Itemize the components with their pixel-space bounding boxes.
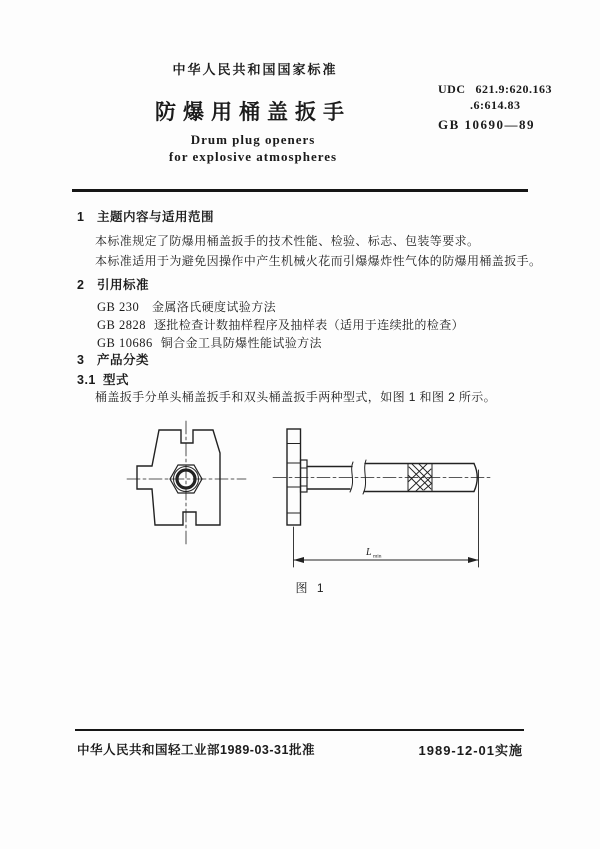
reference-item: [97, 334, 322, 351]
section-3-1-title: 型式: [103, 373, 130, 387]
udc-code-line1: 621.9:620.163: [475, 82, 552, 96]
reference-title: 金属洛氏硬度试验方法: [152, 300, 277, 314]
udc-prefix: UDC: [438, 82, 466, 96]
section-3-1-heading: [77, 370, 129, 388]
national-standard-label: 中华人民共和国国家标准: [172, 62, 338, 77]
approval-statement: 中华人民共和国轻工业部1989-03-31批准: [77, 743, 315, 757]
reference-code: GB 230: [97, 300, 140, 314]
reference-item: [97, 316, 464, 333]
section-2-number: 2: [77, 278, 85, 292]
section-1-paragraph-2: 本标准适用于为避免因操作中产生机械火花而引爆爆炸性气体的防爆用桶盖扳手。: [95, 254, 542, 268]
section-1-paragraph-1: 本标准规定了防爆用桶盖扳手的技术性能、检验、标志、包装等要求。: [95, 234, 480, 248]
section-2-heading: [77, 275, 149, 293]
udc-classification: [438, 82, 552, 97]
standard-number: GB 10690—89: [438, 117, 536, 132]
implementation-date: 1989-12-01实施: [418, 743, 523, 758]
header-rule: [72, 189, 528, 192]
section-3-1-number: 3.1: [77, 373, 96, 387]
figure-1-drawing: [100, 412, 510, 582]
section-2-title: 引用标准: [97, 278, 150, 292]
document-title-english-line1: Drum plug openers: [190, 132, 316, 147]
section-1-heading: [77, 207, 214, 225]
reference-code: GB 10686: [97, 336, 153, 350]
section-3-title: 产品分类: [97, 353, 150, 367]
dimension-symbol: L: [366, 547, 372, 558]
document-title-chinese: 防爆用桶盖扳手: [155, 101, 351, 124]
section-3-1-paragraph: 桶盖扳手分单头桶盖扳手和双头桶盖扳手两种型式，如图 1 和图 2 所示。: [95, 390, 497, 404]
document-title-english-line2: for explosive atmospheres: [168, 149, 338, 164]
side-view: [273, 429, 491, 525]
footer-rule: [75, 729, 524, 731]
section-3-heading: [77, 350, 149, 368]
dimension-subscript: min: [373, 553, 382, 560]
reference-title: 逐批检查计数抽样程序及抽样表（适用于连续批的检查）: [154, 318, 465, 332]
dimension-lmin: [294, 470, 479, 567]
udc-code-line2: .6:614.83: [470, 98, 521, 112]
front-view: [127, 421, 246, 547]
figure-1-caption: 图 1: [295, 581, 327, 595]
section-3-number: 3: [77, 353, 85, 367]
reference-item: [97, 298, 276, 315]
reference-code: GB 2828: [97, 318, 146, 332]
section-1-title: 主题内容与适用范围: [97, 210, 215, 224]
reference-title: 铜合金工具防爆性能试验方法: [160, 336, 322, 350]
section-1-number: 1: [77, 210, 85, 224]
